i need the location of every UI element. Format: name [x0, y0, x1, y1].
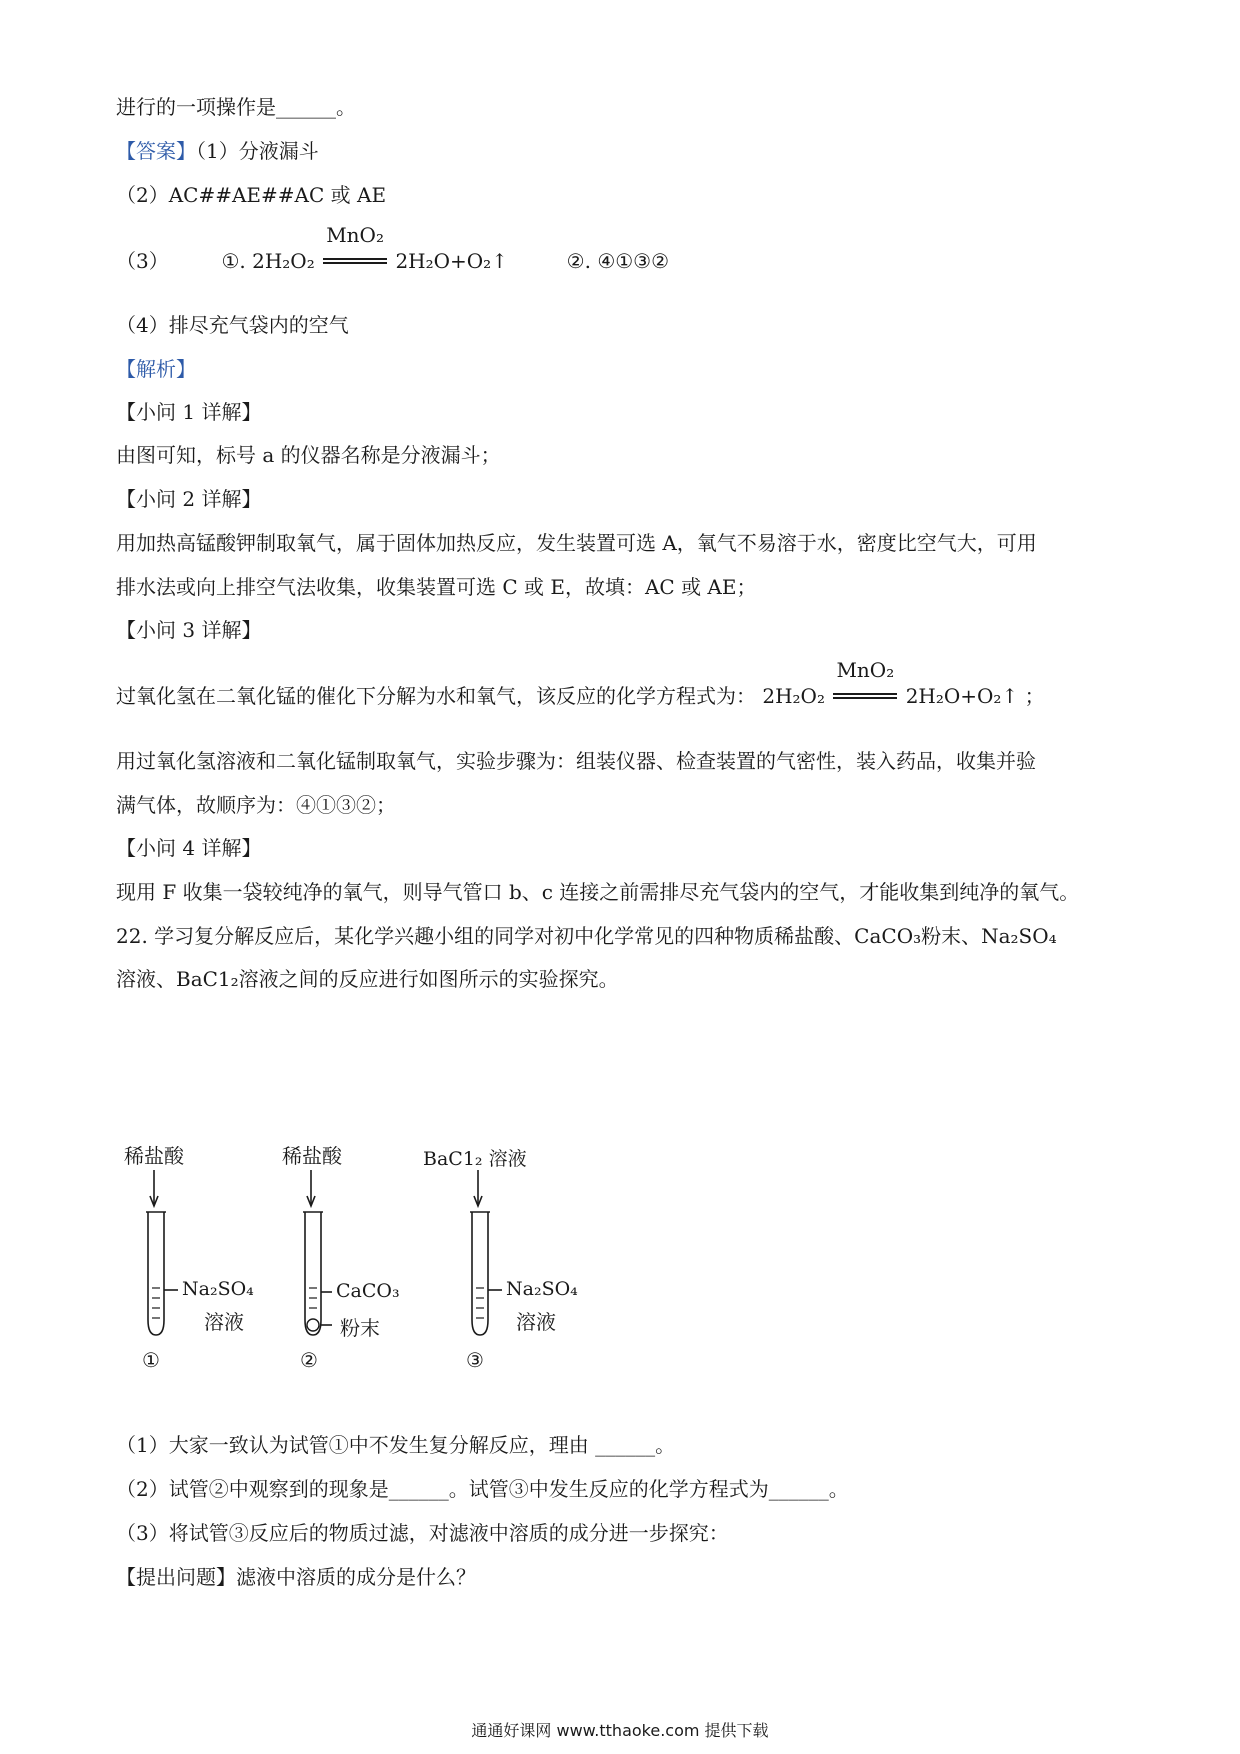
- equation-catalyst: MnO₂: [326, 223, 384, 247]
- sub-question-2: （2）试管②中观察到的现象是______。试管③中发生反应的化学方程式为______。: [116, 1477, 849, 1501]
- question-body: 滤液中溶质的成分是什么？: [236, 1565, 476, 1589]
- q3-equation-line: [116, 658, 1045, 709]
- answer-3-a: ①.: [221, 249, 246, 273]
- question-tag: 【提出问题】: [116, 1565, 236, 1589]
- tube-3-content: Na₂SO₄: [506, 1278, 578, 1300]
- tube-3-content-2: 溶液: [516, 1310, 556, 1334]
- answer-4: （4）排尽充气袋内的空气: [116, 313, 349, 337]
- tube-2-content: CaCO₃: [336, 1280, 400, 1302]
- answer-tag: 【答案】: [116, 139, 196, 163]
- answer-3-b: ②. ④①③②: [566, 249, 670, 273]
- tube-2-content-2: 粉末: [340, 1316, 380, 1340]
- answer-1: （1）分液漏斗: [196, 139, 319, 163]
- sub-question-3: （3）将试管③反应后的物质过滤，对滤液中溶质的成分进一步探究：: [116, 1521, 729, 1545]
- tube-1-content-2: 溶液: [204, 1310, 244, 1334]
- q1-body: 由图可知，标号 a 的仪器名称是分液漏斗；: [116, 443, 501, 467]
- question-22-line-2: 溶液、BaC1₂溶液之间的反应进行如图所示的实验探究。: [116, 967, 619, 991]
- q2-body-1: 用加热高锰酸钾制取氧气，属于固体加热反应，发生装置可选 A，氧气不易溶于水，密度比空气大，可用: [116, 531, 1037, 555]
- equation-arrow: [321, 223, 389, 273]
- tube-1-reagent: 稀盐酸: [124, 1144, 184, 1168]
- q3-body-3: 满气体，故顺序为：④①③②；: [116, 793, 396, 817]
- answer-line-1: [116, 136, 1130, 166]
- page-footer: 通通好课网 www.tthaoke.com 提供下载: [471, 1721, 769, 1740]
- q4-body: 现用 F 收集一袋较纯净的氧气，则导气管口 b、c 连接之前需排尽充气袋内的空气，才能收集到纯净的氧气。: [116, 880, 1080, 904]
- sub-question-4: [116, 1562, 1130, 1592]
- equation-arrow: [831, 658, 899, 708]
- tube-2-number: ②: [300, 1348, 318, 1372]
- tube-1-number: ①: [142, 1348, 160, 1372]
- tube-2-reagent: 稀盐酸: [282, 1144, 342, 1168]
- answer-3-lead: （3）: [116, 249, 169, 273]
- q2-heading: 【小问 2 详解】: [116, 487, 262, 511]
- equation-reactant: 2H₂O₂: [252, 249, 315, 273]
- q2-body-2: 排水法或向上排空气法收集，收集装置可选 C 或 E，故填：AC 或 AE；: [116, 575, 757, 599]
- equation-product: 2H₂O+O₂↑: [395, 249, 508, 273]
- sub-question-1: （1）大家一致认为试管①中不发生复分解反应，理由 ______。: [116, 1433, 676, 1457]
- equation-product: 2H₂O+O₂↑: [905, 684, 1019, 708]
- q3-body-2: 用过氧化氢溶液和二氧化锰制取氧气，实验步骤为：组装仪器、检查装置的气密性，装入药品，收集并验: [116, 749, 1036, 773]
- test-tube-figure: [116, 1130, 616, 1400]
- tube-1-content: Na₂SO₄: [182, 1278, 254, 1300]
- question-22-line-1: 22. 学习复分解反应后，某化学兴趣小组的同学对初中化学常见的四种物质稀盐酸、CaCO₃粉末、Na₂SO₄: [116, 924, 1057, 948]
- q3-body-1: 过氧化氢在二氧化锰的催化下分解为水和氧气，该反应的化学方程式为：: [116, 684, 756, 708]
- answer-3-equation-line: [116, 223, 670, 274]
- analysis-tag: 【解析】: [116, 357, 196, 381]
- tube-3-number: ③: [466, 1348, 484, 1372]
- tube-3-reagent: BaC1₂ 溶液: [423, 1148, 527, 1170]
- answer-2: （2）AC##AE##AC 或 AE: [116, 183, 387, 207]
- equation-catalyst: MnO₂: [836, 658, 895, 682]
- q4-heading: 【小问 4 详解】: [116, 836, 262, 860]
- text-line: 进行的一项操作是______。: [116, 95, 356, 119]
- q1-heading: 【小问 1 详解】: [116, 400, 262, 424]
- test-tubes-drawing: [116, 1130, 616, 1400]
- q3-heading: 【小问 3 详解】: [116, 618, 262, 642]
- q3-body-1-tail: ；: [1024, 684, 1045, 708]
- equation-reactant: 2H₂O₂: [762, 684, 825, 708]
